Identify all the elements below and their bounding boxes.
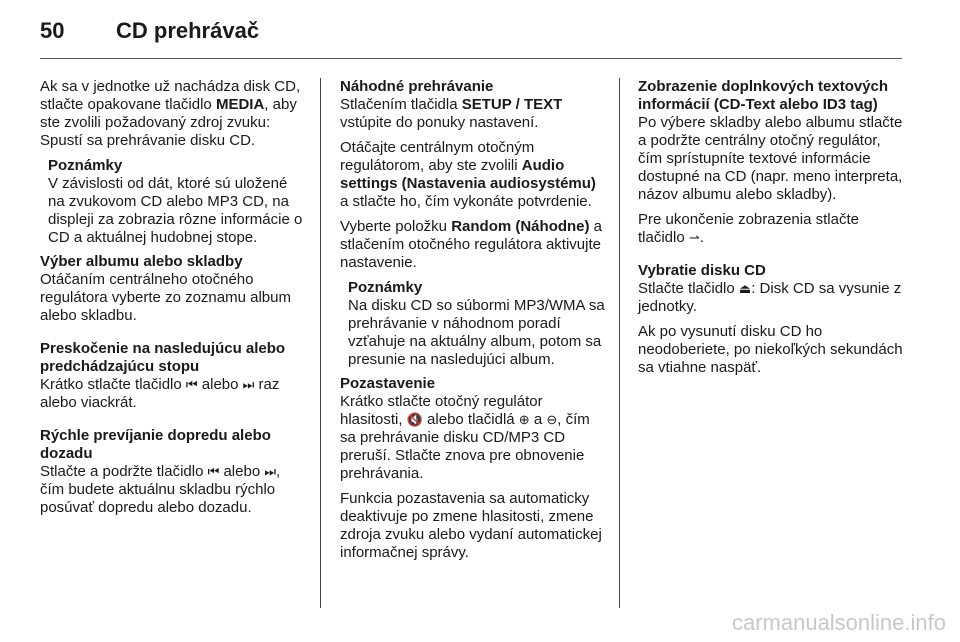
column-divider (619, 78, 620, 608)
section-text: Otáčaním centrálneho otočného regulátora vyberte zo zoznamu album alebo skladbu. (40, 271, 291, 324)
section-text: Ak po vysunutí disku CD ho neodoberiete, po niekoľkých sekundách sa vtiahne naspäť. (638, 323, 903, 376)
section-heading: Vybratie disku CD (638, 262, 766, 279)
intro-paragraph: Ak sa v jednotke už nachádza disk CD, stlačte opakovane tlačidlo MEDIA, aby ste zvolili požadovaný zdroj zvuku: Spustí sa prehrávanie disku CD. (40, 78, 301, 149)
watermark: carmanualsonline.info (731, 610, 946, 635)
next-track-icon: ⏭ (242, 377, 255, 392)
previous-track-icon: ⏮ (207, 464, 220, 479)
section-text: Otáčajte centrálnym otočným regulátorom, aby ste zvolili Audio settings (Nastavenia audiosystému) a stlačte ho, čím vykonáte potvrdenie. (340, 139, 596, 210)
note-title: Poznámky (48, 157, 123, 174)
eject-icon: ⏏ (738, 281, 752, 296)
note-text: V závislosti od dát, ktoré sú uložené na zvukovom CD alebo MP3 CD, na displeji za zobrazia rôzne informácie o CD a aktuálnej hudobnej stope. (48, 175, 303, 246)
mute-icon: 🔇 (406, 412, 423, 427)
section-text: Funkcia pozastavenia sa automaticky deaktivuje po zmene hlasitosti, zmene zdroja zvuku alebo vydaní automatickej informačnej správy. (340, 490, 602, 561)
section-heading: Rýchle prevíjanie dopredu alebo dozadu (40, 427, 271, 462)
previous-track-icon: ⏮ (185, 377, 198, 392)
section-text: Pre ukončenie zobrazenia stlačte tlačidlo ⇀. (638, 211, 859, 246)
section-text: Stlačením tlačidla SETUP / TEXT vstúpite do ponuky nastavení. (340, 96, 563, 131)
column-right (638, 78, 906, 384)
section-text: Krátko stlačte otočný regulátor hlasitosti, 🔇 alebo tlačidlá ⊕ a ⊖, čím sa prehrávanie disku CD/MP3 CD preruší. Stlačte znova pre obnovenie prehrávania. (340, 393, 590, 482)
section-heading: Pozastavenie (340, 375, 436, 392)
note-title: Poznámky (348, 279, 423, 296)
page-number: 50 (40, 18, 65, 43)
note-text: Na disku CD so súbormi MP3/WMA sa prehrávanie v náhodnom poradí vzťahuje na aktuálny album, potom sa presunie na nasledujúci album. (348, 297, 605, 368)
section-text: Krátko stlačte tlačidlo ⏮ alebo ⏭ raz alebo viackrát. (40, 376, 280, 411)
section-text: Po výbere skladby alebo albumu stlačte a podržte centrálny otočný regulátor, čím sprístupníte textové informácie dostupné na CD (napr. meno interpreta, názov albumu alebo skladby). (638, 114, 903, 203)
volume-down-icon: ⊖ (546, 412, 558, 427)
section-text: Vyberte položku Random (Náhodne) a stlačením otočného regulátora aktivujte nastavenie. (340, 218, 603, 271)
header-rule (40, 58, 902, 59)
next-track-icon: ⏭ (264, 464, 277, 479)
volume-up-icon: ⊕ (518, 412, 530, 427)
column-left (40, 78, 308, 524)
section-heading: Výber albumu alebo skladby (40, 253, 243, 270)
note-box (40, 157, 308, 247)
note-box (340, 279, 608, 369)
section-text: Stlačte tlačidlo ⏏: Disk CD sa vysunie z jednotky. (638, 280, 902, 315)
section-text: Stlačte a podržte tlačidlo ⏮ alebo ⏭, čím budete aktuálnu skladbu rýchlo posúvať dopredu alebo dozadu. (40, 463, 281, 516)
page-title: CD prehrávač (116, 18, 260, 43)
section-heading: Náhodné prehrávanie (340, 78, 494, 95)
section-heading: Zobrazenie doplnkových textových informácií (CD-Text alebo ID3 tag) (638, 78, 889, 113)
section-heading: Preskočenie na nasledujúcu alebo predchádzajúcu stopu (40, 340, 286, 375)
back-icon: ⇀ (688, 230, 700, 245)
column-divider (320, 78, 321, 608)
column-middle (340, 78, 608, 569)
